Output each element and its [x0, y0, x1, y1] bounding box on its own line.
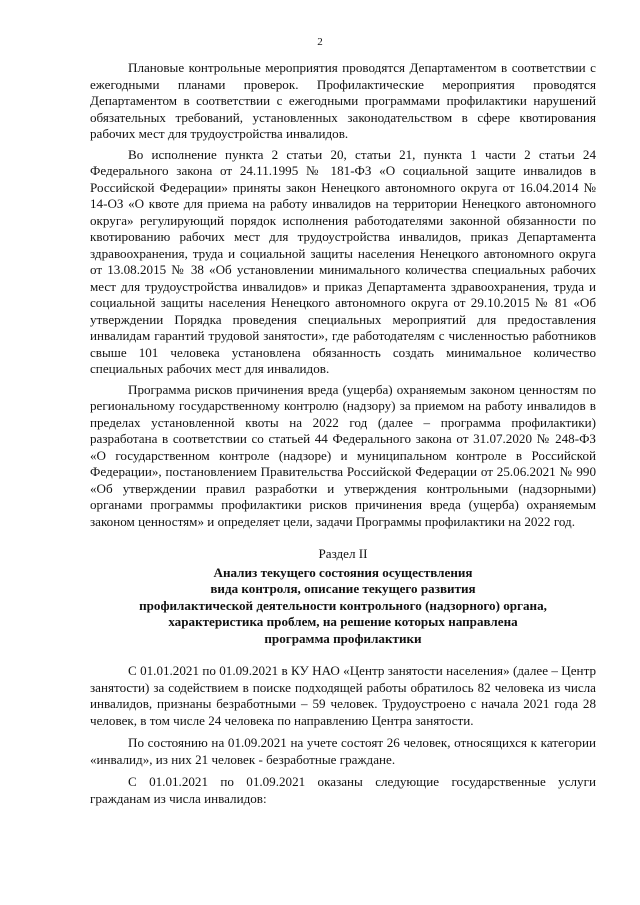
- section-heading: [90, 546, 596, 647]
- section-title-line: Анализ текущего состояния осуществления: [213, 564, 473, 580]
- paragraph-employment-stats: С 01.01.2021 по 01.09.2021 в КУ НАО «Центр занятости населения» (далее – Центр занятости) за содействием в поиске подходящей работы обратилось 82 человека из числа инвалидов, признаны безработными – 59 человек. Трудоустроено с начала 2021 года 28 человек, в том числе 24 человека по направлению Центра занятости.: [90, 663, 596, 728]
- paragraph-services-intro: С 01.01.2021 по 01.09.2021 оказаны следующие государственные услуги гражданам из числа инвалидов:: [90, 774, 596, 806]
- section-label: Раздел II: [318, 546, 368, 561]
- section-title-line: профилактической деятельности контрольного (надзорного) органа,: [139, 597, 547, 613]
- paragraph-legal-basis: Во исполнение пункта 2 статьи 20, статьи 21, пункта 1 части 2 статьи 24 Федерального закона от 24.11.1995 № 181-ФЗ «О социальной защите инвалидов в Российской Федерации» приняты закон Ненецкого автономного округа от 16.04.2014 № 14-ОЗ «О квоте для приема на работу инвалидов на территории Ненецкого автономного округа» регулирующий порядок исполнения работодателями законной обязанности по квотированию рабочих мест для трудоустройства инвалидов, приказ Департамента здравоохранения, труда и социальной защиты населения Ненецкого автономного округа от 13.08.2015 № 38 «Об установлении минимального количества специальных рабочих мест для трудоустройства инвалидов» и приказ Департамента здравоохранения, труда и социальной защиты населения Ненецкого автономного округа от 29.10.2015 № 81 «Об утверждении Порядка проведения специальных мероприятий для предоставления инвалидам гарантий трудовой занятости», где работодателям с численностью работников свыше 101 человека установлена обязанность создать минимальное количество специальных рабочих мест для инвалидов.: [90, 146, 596, 376]
- paragraph-program-description: Программа рисков причинения вреда (ущерба) охраняемым законом ценностям по региональному государственному контролю (надзору) за приемом на работу инвалидов в пределах установленной квоты на 2022 год (далее – программа профилактики) разработана в соответствии со статьей 44 Федерального закона от 31.07.2020 № 248-ФЗ «О государственном контроле (надзоре) и муниципальном контроле в Российской Федерации», постановлением Правительства Российской Федерации от 25.06.2021 № 990 «Об утверждении правил разработки и утверждения контрольными (надзорными) органами программы профилактики рисков причинения вреда (ущерба) охраняемым законом ценностям» и определяет цели, задачи Программы профилактики на 2022 год.: [90, 381, 596, 529]
- section-title-line: вида контроля, описание текущего развития: [210, 581, 476, 596]
- section-title-line: характеристика проблем, на решение которых направлена: [168, 614, 518, 629]
- paragraph-registered-count: По состоянию на 01.09.2021 на учете состоят 26 человек, относящихся к категории «инвалид», из них 21 человек - безработные граждане.: [90, 735, 596, 767]
- paragraph-planned-measures: Плановые контрольные мероприятия проводятся Департаментом в соответствии с ежегодными планами проверок. Профилактические мероприятия проводятся Департаментом в соответствии с ежегодными программами профилактики нарушений обязательных требований, установленных законодательством в сфере квотирования рабочих мест для трудоустройства инвалидов.: [90, 60, 596, 141]
- document-body: [90, 60, 596, 807]
- section-title-line: программа профилактики: [264, 630, 422, 646]
- page-number: 2: [317, 36, 323, 48]
